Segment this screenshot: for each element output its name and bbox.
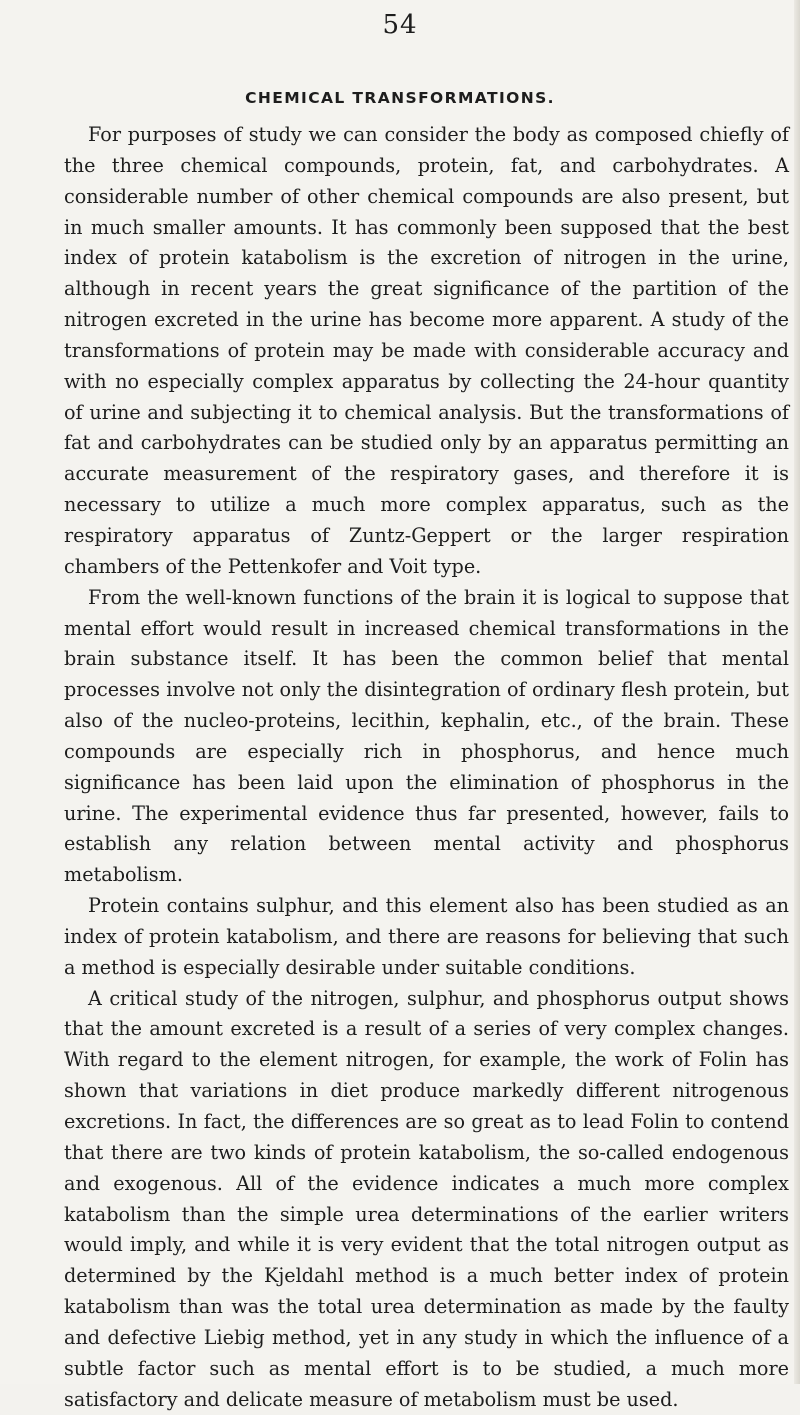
paragraph-critical-study: A critical study of the nitrogen, sulphur, and phosphorus output shows that the amount excreted is a result of a series of very complex changes. With regard to the element nitrogen, for example, the work of Folin has shown that variations in diet produce markedly different nitrogenous excretions. In fact, the differences are so great as to lead Folin to contend that there are two kinds of protein katabolism, the so-called endogenous and exogenous. All of the evidence indicates a much more complex katabolism than the simple urea determinations of the earlier writers would imply, and while it is very evident that the total nitrogen output as determined by the Kjeldahl method is a much better index of protein katabolism than was the total urea determination as made by the faulty and defective Liebig method, yet in any study in which the influence of a subtle factor such as mental effort is to be studied, a much more satisfactory and delicate measure of metabolism must be used. bbox=[64, 986, 789, 1411]
page-heading: CHEMICAL TRANSFORMATIONS. bbox=[245, 89, 555, 107]
page-number: 54 bbox=[382, 10, 418, 40]
paragraph-brain-functions: From the well-known functions of the brain it is logical to suppose that mental effort would result in increased chemical transformations in the brain substance itself. It has been the common belief that mental processes involve not only the disintegration of ordinary flesh protein, but also of the nucleo-proteins, lecithin, kephalin, etc., of the brain. These compounds are especially rich in phosphorus, and hence much significance has been laid upon the elimination of phosphorus in the urine. The experimental evidence thus far presented, however, fails to establish any relation between mental activity and phosphorus metabolism. bbox=[64, 585, 789, 887]
page-edge-shadow bbox=[794, 0, 800, 1384]
paragraph-sulphur: Protein contains sulphur, and this element also has been studied as an index of protein katabolism, and there are reasons for believing that such a method is especially desirable under suitable conditions. bbox=[64, 894, 789, 979]
paragraph-chemical-compounds: For purposes of study we can consider the body as composed chiefly of the three chemical compounds, protein, fat, and carbohydrates. A considerable number of other chemical compounds are also present, but in much smaller amounts. It has commonly been supposed that the best index of protein katabolism is the excretion of nitrogen in the urine, although in recent years the great significance of the partition of the nitrogen excreted in the urine has become more apparent. A study of the transformations of protein may be made with considerable accuracy and with no especially complex apparatus by collecting the 24-hour quantity of urine and subjecting it to chemical analysis. But the transformations of fat and carbohydrates can be studied only by an apparatus permitting an accurate measurement of the respiratory gases, and therefore it is necessary to utilize a much more complex apparatus, such as the respiratory apparatus of Zuntz-Geppert or the larger respiration chambers of the Pettenkofer and Voit type. bbox=[64, 123, 789, 578]
body-text bbox=[64, 120, 789, 1415]
